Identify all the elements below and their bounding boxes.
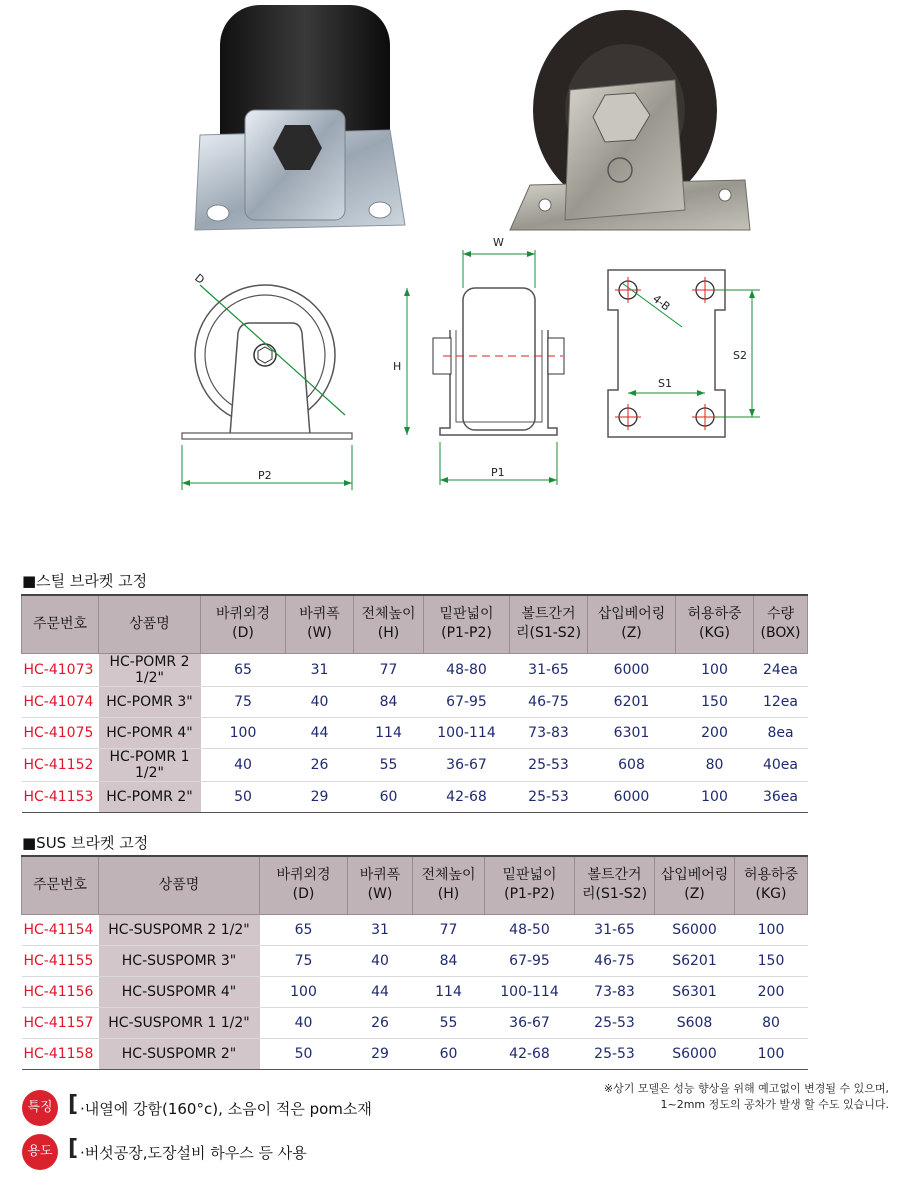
- sus-header-8: [735, 856, 808, 914]
- value-cell: 8ea: [754, 717, 808, 748]
- steel-header-4: [354, 595, 424, 653]
- value-cell: 114: [413, 976, 485, 1007]
- disclaimer-line-1: ※상기 모델은 성능 향상을 위해 예고없이 변경될 수 있으며,: [603, 1082, 889, 1095]
- value-cell: 46-75: [510, 686, 588, 717]
- value-cell: 6000: [588, 653, 676, 686]
- value-cell: 31: [286, 653, 354, 686]
- table-row: [22, 945, 808, 976]
- header-line: (H): [377, 625, 400, 642]
- header-line: 바퀴외경: [276, 867, 331, 884]
- value-cell: 50: [201, 781, 286, 812]
- table-row: [22, 653, 808, 686]
- value-cell: 100: [201, 717, 286, 748]
- header-line: 볼트간거: [587, 867, 642, 884]
- value-cell: 40: [286, 686, 354, 717]
- value-cell: 29: [348, 1038, 413, 1069]
- value-cell: 26: [286, 748, 354, 781]
- value-cell: 50: [260, 1038, 348, 1069]
- disclaimer-note: [604, 1081, 889, 1113]
- sus-header-2: [260, 856, 348, 914]
- caster-photo-front: [180, 0, 420, 250]
- value-cell: 31-65: [510, 653, 588, 686]
- header-line: (D): [292, 886, 315, 903]
- value-cell: 150: [735, 945, 808, 976]
- header-line: 수량: [766, 606, 795, 623]
- value-cell: 40ea: [754, 748, 808, 781]
- header-line: (H): [437, 886, 460, 903]
- order-code-cell: HC-41152: [22, 748, 99, 781]
- value-cell: 48-50: [485, 914, 575, 945]
- product-name-cell: HC-POMR 2": [99, 781, 201, 812]
- header-line: 리(S1-S2): [581, 886, 648, 903]
- sus-header-0: [22, 856, 99, 914]
- product-name-cell: HC-POMR 2 1/2": [99, 653, 201, 686]
- header-line: 상품명: [158, 876, 200, 893]
- value-cell: 100-114: [424, 717, 510, 748]
- value-cell: 6201: [588, 686, 676, 717]
- value-cell: 25-53: [510, 781, 588, 812]
- value-cell: 48-80: [424, 653, 510, 686]
- steel-header-8: [676, 595, 754, 653]
- header-line: 허용하중: [743, 867, 799, 884]
- value-cell: 29: [286, 781, 354, 812]
- value-cell: 100: [260, 976, 348, 1007]
- header-line: 전체높이: [361, 606, 416, 623]
- sus-section-title: ■SUS 브라켓 고정: [22, 834, 149, 852]
- header-line: 바퀴폭: [359, 867, 401, 884]
- header-line: 밑판넓이: [502, 867, 557, 884]
- table-row: [22, 914, 808, 945]
- value-cell: 67-95: [485, 945, 575, 976]
- product-name-cell: HC-POMR 4": [99, 717, 201, 748]
- steel-header-2: [201, 595, 286, 653]
- value-cell: 25-53: [510, 748, 588, 781]
- value-cell: 80: [735, 1007, 808, 1038]
- value-cell: S6201: [655, 945, 735, 976]
- value-cell: 26: [348, 1007, 413, 1038]
- value-cell: 75: [260, 945, 348, 976]
- table-row: [22, 1007, 808, 1038]
- steel-spec-table: [21, 594, 808, 813]
- value-cell: 12ea: [754, 686, 808, 717]
- header-line: (P1-P2): [441, 625, 492, 642]
- header-line: 바퀴폭: [299, 606, 340, 623]
- order-code-cell: HC-41155: [22, 945, 99, 976]
- value-cell: 75: [201, 686, 286, 717]
- label-s2: S2: [733, 349, 747, 362]
- value-cell: 40: [348, 945, 413, 976]
- disclaimer-line-2: 1~2mm 정도의 공차가 발생 할 수도 있습니다.: [660, 1098, 889, 1111]
- value-cell: 40: [260, 1007, 348, 1038]
- steel-header-5: [424, 595, 510, 653]
- value-cell: 55: [354, 748, 424, 781]
- value-cell: 46-75: [575, 945, 655, 976]
- label-s1: S1: [658, 377, 672, 390]
- caster-photo-back: [505, 5, 765, 240]
- value-cell: 36-67: [485, 1007, 575, 1038]
- product-name-cell: HC-SUSPOMR 3": [99, 945, 260, 976]
- value-cell: 114: [354, 717, 424, 748]
- feature-text: ·내열에 강함(160°c), 소음이 적은 pom소재: [80, 1100, 372, 1118]
- steel-header-7: [588, 595, 676, 653]
- header-line: (D): [232, 625, 254, 642]
- header-line: 주문번호: [32, 615, 88, 632]
- sus-header-6: [575, 856, 655, 914]
- header-line: 주문번호: [32, 876, 88, 893]
- header-line: (Z): [684, 886, 705, 903]
- value-cell: 36ea: [754, 781, 808, 812]
- value-cell: 73-83: [575, 976, 655, 1007]
- value-cell: 25-53: [575, 1038, 655, 1069]
- header-line: (BOX): [760, 625, 801, 642]
- value-cell: 31-65: [575, 914, 655, 945]
- label-p1: P1: [491, 466, 505, 479]
- header-line: (W): [307, 625, 332, 642]
- value-cell: 24ea: [754, 653, 808, 686]
- value-cell: 80: [676, 748, 754, 781]
- steel-header-3: [286, 595, 354, 653]
- steel-header-9: [754, 595, 808, 653]
- plate-view-drawing: [600, 265, 770, 445]
- order-code-cell: HC-41075: [22, 717, 99, 748]
- value-cell: 55: [413, 1007, 485, 1038]
- product-name-cell: HC-SUSPOMR 2 1/2": [99, 914, 260, 945]
- value-cell: S608: [655, 1007, 735, 1038]
- value-cell: 608: [588, 748, 676, 781]
- header-line: 삽입베어링: [660, 867, 729, 884]
- value-cell: 200: [735, 976, 808, 1007]
- product-name-cell: HC-SUSPOMR 1 1/2": [99, 1007, 260, 1038]
- order-code-cell: HC-41153: [22, 781, 99, 812]
- order-code-cell: HC-41154: [22, 914, 99, 945]
- side-view-drawing: [170, 255, 370, 495]
- value-cell: 25-53: [575, 1007, 655, 1038]
- sus-header-4: [413, 856, 485, 914]
- header-line: 바퀴외경: [215, 606, 271, 623]
- sus-header-1: [99, 856, 260, 914]
- table-row: [22, 717, 808, 748]
- value-cell: 65: [260, 914, 348, 945]
- value-cell: 73-83: [510, 717, 588, 748]
- steel-header-6: [510, 595, 588, 653]
- header-line: 밑판넓이: [439, 606, 494, 623]
- value-cell: 42-68: [424, 781, 510, 812]
- header-line: 볼트간거: [521, 606, 576, 623]
- feature-bracket: [: [68, 1092, 79, 1117]
- value-cell: 100: [676, 781, 754, 812]
- product-name-cell: HC-POMR 3": [99, 686, 201, 717]
- product-name-cell: HC-SUSPOMR 4": [99, 976, 260, 1007]
- value-cell: 150: [676, 686, 754, 717]
- usage-text: ·버섯공장,도장설비 하우스 등 사용: [80, 1144, 307, 1162]
- sus-header-3: [348, 856, 413, 914]
- value-cell: 36-67: [424, 748, 510, 781]
- value-cell: 31: [348, 914, 413, 945]
- table-row: [22, 686, 808, 717]
- steel-section-title: ■스틸 브라켓 고정: [22, 572, 148, 590]
- header-line: 전체높이: [421, 867, 476, 884]
- steel-header-0: [22, 595, 99, 653]
- value-cell: 67-95: [424, 686, 510, 717]
- sus-spec-table: [21, 855, 808, 1070]
- usage-bracket: [: [68, 1136, 79, 1161]
- value-cell: 100: [735, 914, 808, 945]
- table-row: [22, 976, 808, 1007]
- sus-header-7: [655, 856, 735, 914]
- header-line: (KG): [755, 886, 787, 903]
- header-line: (KG): [699, 625, 730, 642]
- value-cell: 60: [354, 781, 424, 812]
- value-cell: 6301: [588, 717, 676, 748]
- header-line: 리(S1-S2): [515, 625, 582, 642]
- value-cell: 100-114: [485, 976, 575, 1007]
- label-w: W: [493, 236, 504, 249]
- product-name-cell: HC-POMR 1 1/2": [99, 748, 201, 781]
- value-cell: 42-68: [485, 1038, 575, 1069]
- front-view-drawing: [385, 230, 585, 495]
- header-line: (Z): [621, 625, 642, 642]
- label-d: D: [192, 271, 207, 287]
- value-cell: S6000: [655, 1038, 735, 1069]
- header-line: (P1-P2): [504, 886, 555, 903]
- header-line: 상품명: [129, 615, 170, 632]
- header-line: 허용하중: [687, 606, 742, 623]
- value-cell: 77: [413, 914, 485, 945]
- value-cell: 84: [413, 945, 485, 976]
- value-cell: 65: [201, 653, 286, 686]
- value-cell: 200: [676, 717, 754, 748]
- value-cell: 44: [286, 717, 354, 748]
- table-row: [22, 781, 808, 812]
- order-code-cell: HC-41074: [22, 686, 99, 717]
- value-cell: 44: [348, 976, 413, 1007]
- feature-badge: 특징: [22, 1090, 58, 1126]
- order-code-cell: HC-41156: [22, 976, 99, 1007]
- value-cell: 100: [676, 653, 754, 686]
- usage-badge: 용도: [22, 1134, 58, 1170]
- order-code-cell: HC-41073: [22, 653, 99, 686]
- header-line: 삽입베어링: [597, 606, 666, 623]
- value-cell: 40: [201, 748, 286, 781]
- table-row: [22, 1038, 808, 1069]
- value-cell: 100: [735, 1038, 808, 1069]
- value-cell: 6000: [588, 781, 676, 812]
- sus-header-5: [485, 856, 575, 914]
- table-row: [22, 748, 808, 781]
- order-code-cell: HC-41158: [22, 1038, 99, 1069]
- product-name-cell: HC-SUSPOMR 2": [99, 1038, 260, 1069]
- header-line: (W): [367, 886, 393, 903]
- value-cell: 77: [354, 653, 424, 686]
- steel-header-1: [99, 595, 201, 653]
- value-cell: 60: [413, 1038, 485, 1069]
- value-cell: 84: [354, 686, 424, 717]
- value-cell: S6301: [655, 976, 735, 1007]
- label-p2: P2: [258, 469, 272, 482]
- order-code-cell: HC-41157: [22, 1007, 99, 1038]
- label-4b: 4-B: [650, 292, 673, 314]
- label-h: H: [393, 360, 402, 373]
- value-cell: S6000: [655, 914, 735, 945]
